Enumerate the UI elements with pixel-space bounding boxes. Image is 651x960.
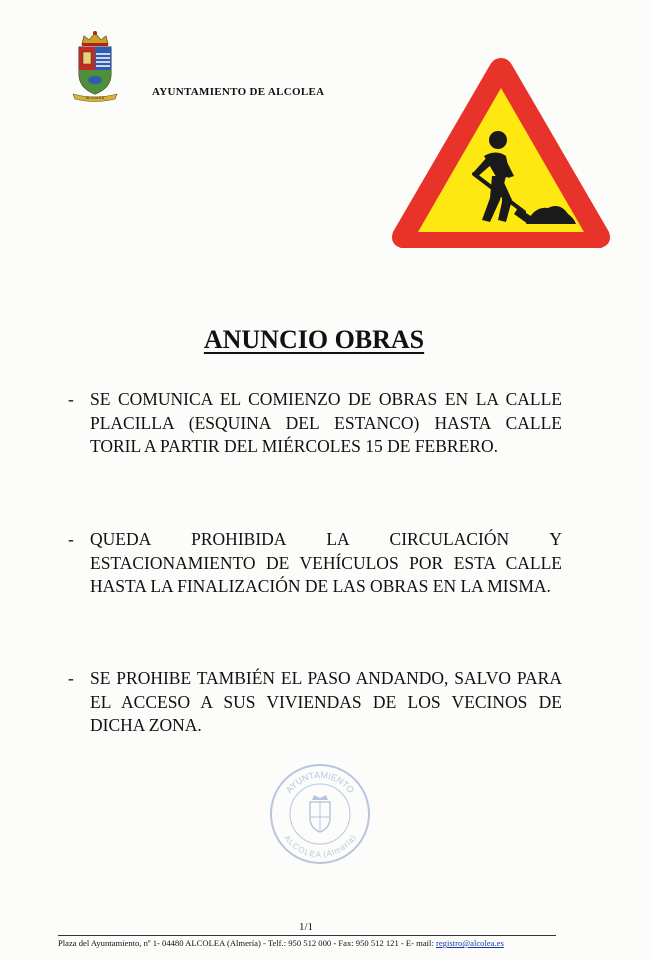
footer-contact <box>58 938 558 948</box>
alcolea-coat-of-arms-icon <box>70 28 120 102</box>
footer-divider <box>58 935 556 936</box>
official-seal-stamp-icon <box>268 762 372 866</box>
notice-item-text: SE COMUNICA EL COMIENZO DE OBRAS EN LA CALLE PLACILLA (ESQUINA DEL ESTANCO) HASTA CALLE TORIL A PARTIR DEL MIÉRCOLES 15 DE FEBRERO. <box>90 389 562 456</box>
notice-title: ANUNCIO OBRAS <box>203 325 425 354</box>
notice-item-text: SE PROHIBE TAMBIÉN EL PASO ANDANDO, SALVO PARA EL ACCESO A SUS VIVIENDAS DE LOS VECINOS DE DICHA ZONA. <box>90 668 562 735</box>
notice-item-2: - QUEDA PROHIBIDA LA CIRCULACIÓN Y ESTACIONAMIENTO DE VEHÍCULOS POR ESTA CALLE HASTA LA FINALIZACIÓN DE LAS OBRAS EN LA MISMA. <box>68 528 562 599</box>
footer-email-link[interactable]: registro@alcolea.es <box>435 938 504 948</box>
stamp-text-top: AYUNTAMIENTO <box>283 769 357 795</box>
footer-address: Plaza del Ayuntamiento, nº 1- 04480 ALCOLEA (Almería) - Telf.: 950 512 000 - Fax: 950 512 121 - E- mail: <box>58 938 436 948</box>
roadworks-warning-sign-icon <box>388 52 614 254</box>
crest-motto: ALCOLEA <box>85 95 105 100</box>
svg-text:AYUNTAMIENTO <box>284 770 356 795</box>
notice-item-text: QUEDA PROHIBIDA LA CIRCULACIÓN Y ESTACIONAMIENTO DE VEHÍCULOS POR ESTA CALLE HASTA LA FINALIZACIÓN DE LAS OBRAS EN LA MISMA. <box>90 529 562 596</box>
notice-item-3: - SE PROHIBE TAMBIÉN EL PASO ANDANDO, SALVO PARA EL ACCESO A SUS VIVIENDAS DE LOS VECINOS DE DICHA ZONA. <box>68 667 562 738</box>
stamp-text-bottom: ALCOLEA (Almería) <box>282 833 358 860</box>
organization-name: AYUNTAMIENTO DE ALCOLEA <box>152 86 325 98</box>
notice-item-1: - SE COMUNICA EL COMIENZO DE OBRAS EN LA CALLE PLACILLA (ESQUINA DEL ESTANCO) HASTA CALLE TORIL A PARTIR DEL MIÉRCOLES 15 DE FEBRERO. <box>68 388 562 459</box>
page-number: 1/1 <box>298 921 314 933</box>
